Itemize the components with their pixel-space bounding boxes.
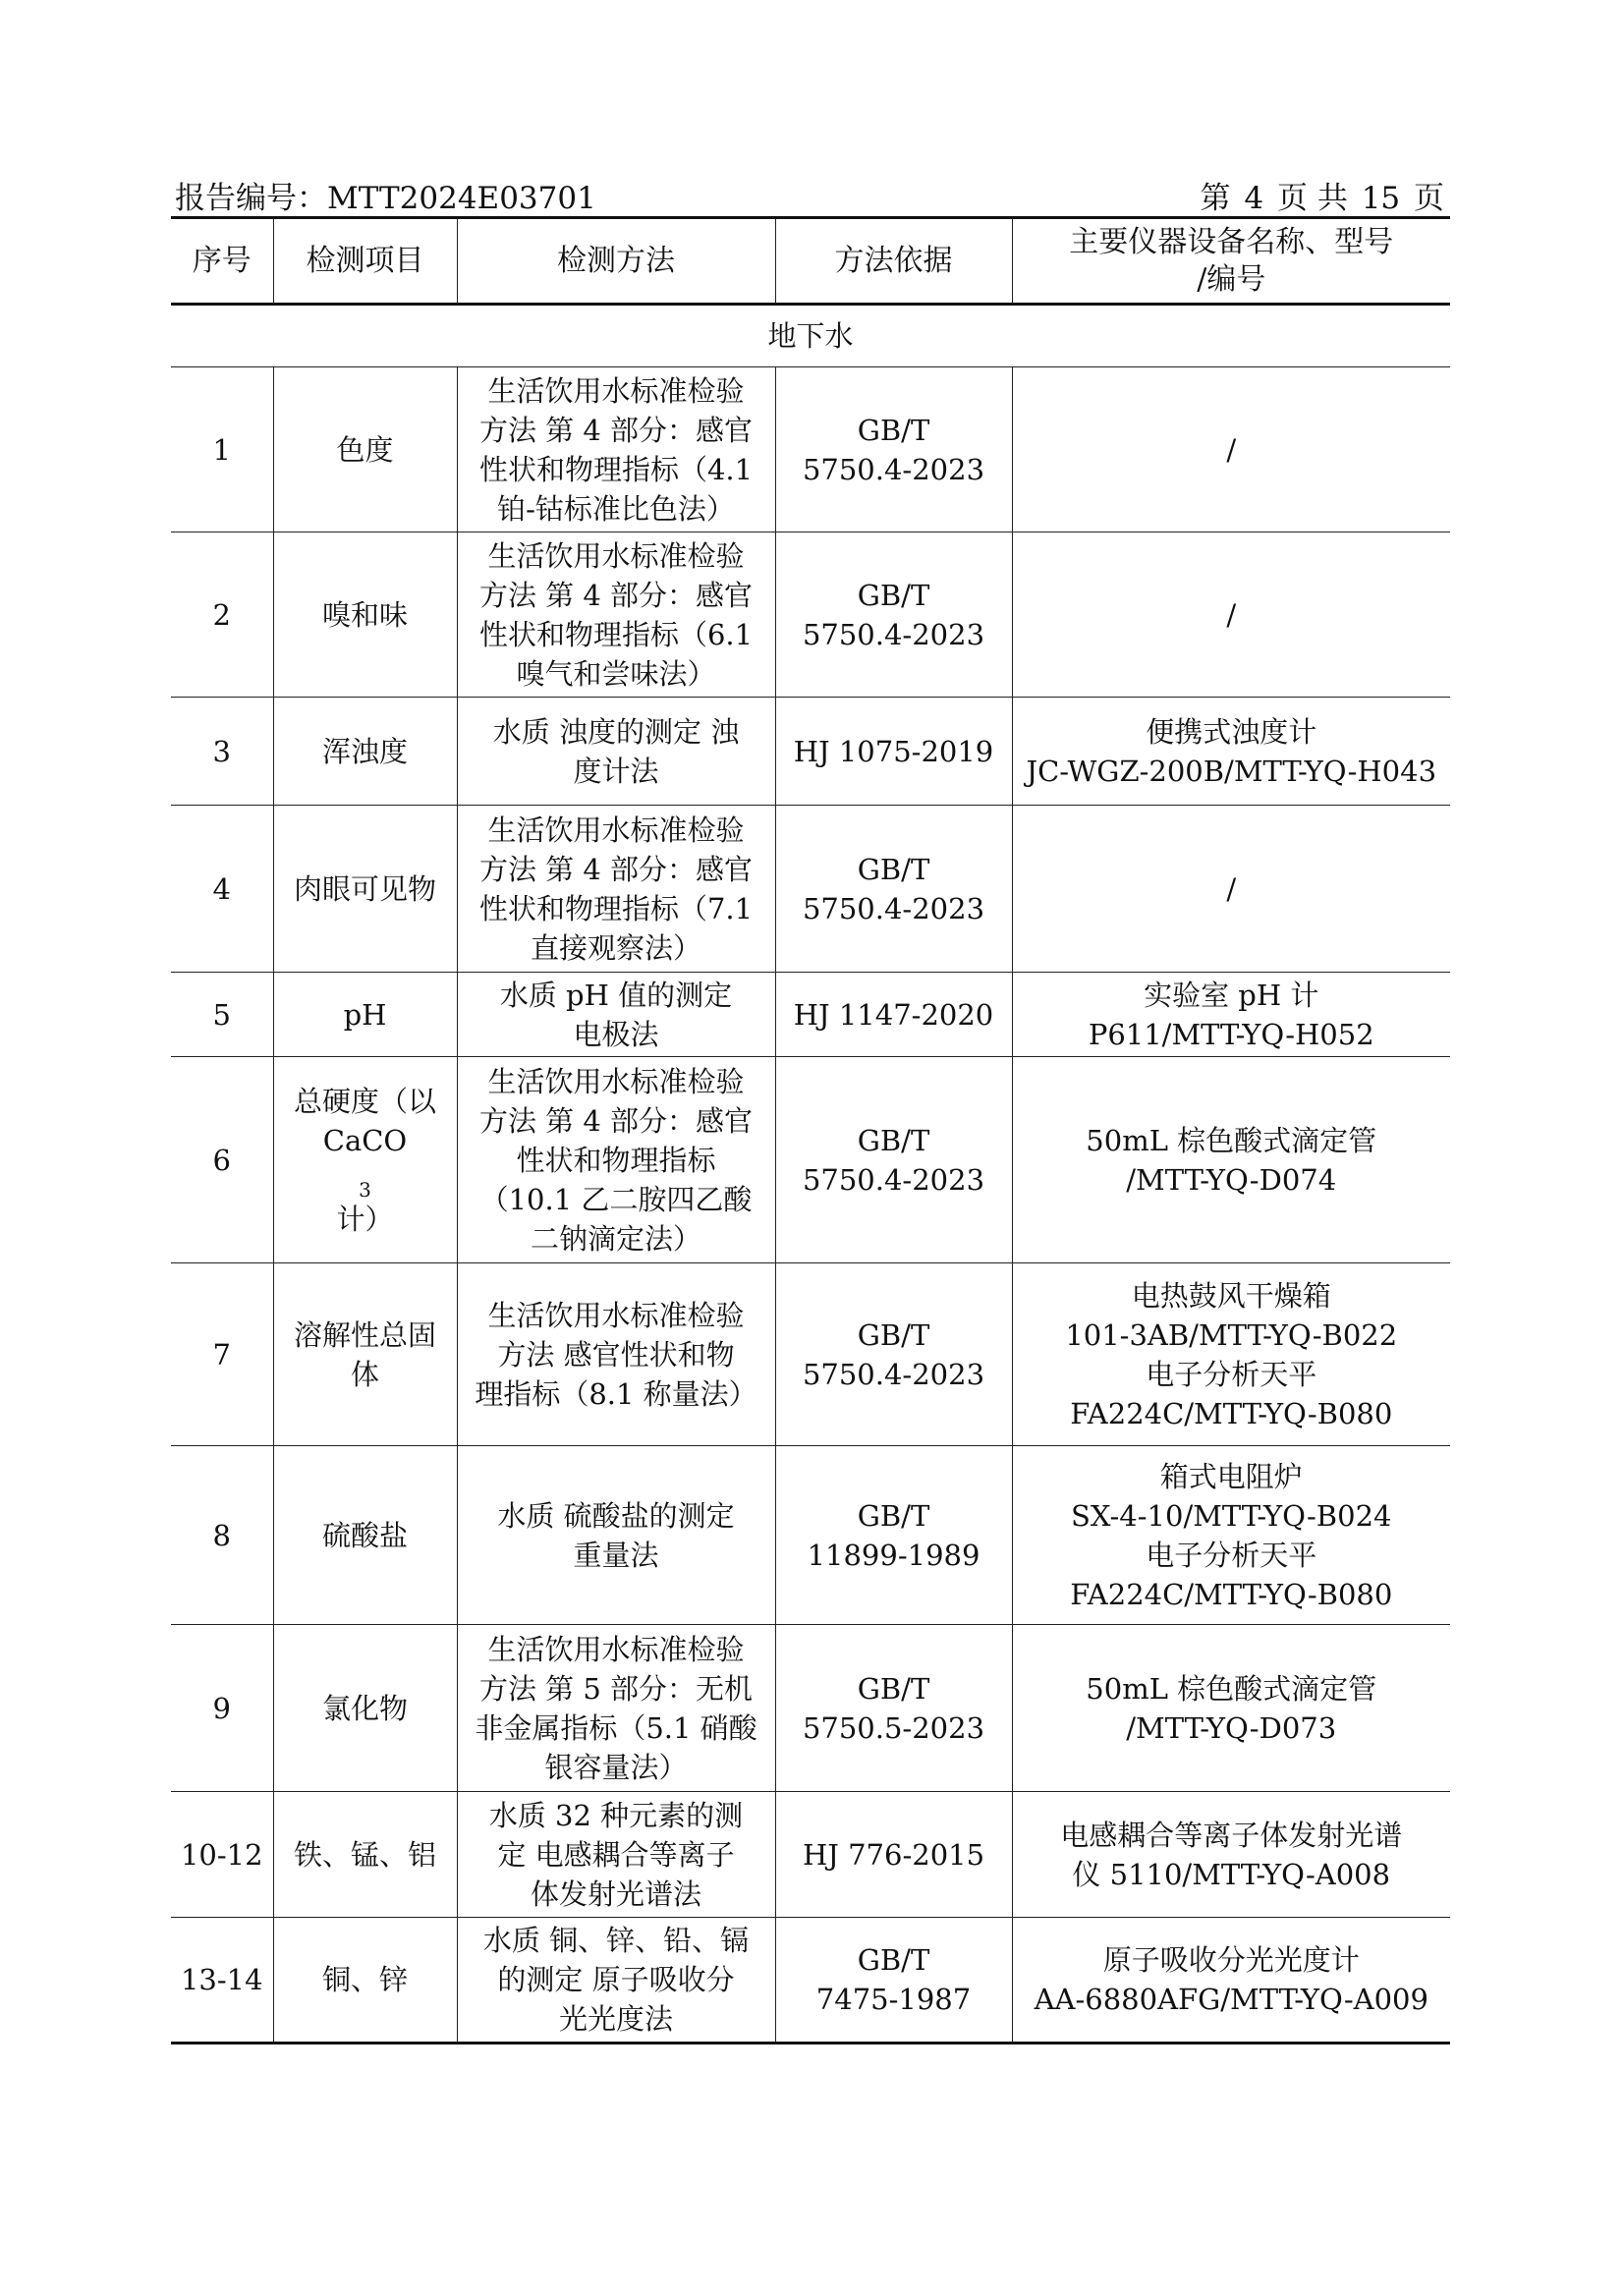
row-basis: GB/T 5750.4-2023 [775,1263,1012,1446]
row-instrument: / [1012,367,1450,532]
row-item: 硫酸盐 [273,1446,457,1625]
row-item: 肉眼可见物 [273,806,457,973]
col-header-basis: 方法依据 [775,218,1012,305]
col-header-instrument: 主要仪器设备名称、型号 /编号 [1012,218,1450,305]
col-header-item: 检测项目 [273,218,457,305]
row-method: 生活饮用水标准检验 方法 感官性状和物 理指标（8.1 称量法） [457,1263,775,1446]
table-row [171,698,1450,806]
row-no: 1 [171,367,273,532]
row-item: 铁、锰、铝 [273,1792,457,1918]
row-basis: GB/T 5750.4-2023 [775,367,1012,532]
row-no: 10-12 [171,1792,273,1918]
row-basis: HJ 1147-2020 [775,973,1012,1057]
row-method: 水质 32 种元素的测 定 电感耦合等离子 体发射光谱法 [457,1792,775,1918]
row-item: pH [273,973,457,1057]
row-instrument: 原子吸收分光光度计 AA-6880AFG/MTT-YQ-A009 [1012,1918,1450,2044]
row-basis: GB/T 5750.4-2023 [775,1057,1012,1263]
row-method: 水质 浊度的测定 浊 度计法 [457,698,775,806]
row-no: 13-14 [171,1918,273,2044]
row-no: 4 [171,806,273,973]
table-row [171,367,1450,532]
row-instrument: 箱式电阻炉 SX-4-10/MTT-YQ-B024 电子分析天平 FA224C/MTT-YQ-B080 [1012,1446,1450,1625]
page-current: 4 [1244,181,1264,216]
table-row [171,973,1450,1057]
report-number: 报告编号：MTT2024E03701 [175,181,596,216]
row-method: 水质 铜、锌、铅、镉 的测定 原子吸收分 光光度法 [457,1918,775,2044]
row-method: 生活饮用水标准检验 方法 第 4 部分：感官 性状和物理指标（7.1 直接观察法） [457,806,775,973]
row-no: 9 [171,1625,273,1792]
row-instrument: 实验室 pH 计 P611/MTT-YQ-H052 [1012,973,1450,1057]
section-title: 地下水 [171,305,1450,367]
row-basis: HJ 776-2015 [775,1792,1012,1918]
row-item: 浑浊度 [273,698,457,806]
row-method: 生活饮用水标准检验 方法 第 4 部分：感官 性状和物理指标 （10.1 乙二胺四乙酸 二钠滴定法） [457,1057,775,1263]
row-basis: GB/T 11899-1989 [775,1446,1012,1625]
section-row [171,305,1450,367]
row-instrument: 50mL 棕色酸式滴定管 /MTT-YQ-D073 [1012,1625,1450,1792]
row-item: 总硬度（以 CaCO $_3$ 计） [273,1057,457,1263]
table-row [171,1792,1450,1918]
row-method: 生活饮用水标准检验 方法 第 4 部分：感官 性状和物理指标（6.1 嗅气和尝味法） [457,532,775,698]
col-header-no: 序号 [171,218,273,305]
page-indicator: 第 4 页 共 15 页 [1200,181,1444,216]
row-no: 5 [171,973,273,1057]
row-instrument: / [1012,532,1450,698]
table-row [171,1918,1450,2044]
row-no: 8 [171,1446,273,1625]
table-row [171,1446,1450,1625]
row-instrument: 便携式浊度计 JC-WGZ-200B/MTT-YQ-H043 [1012,698,1450,806]
table-row [171,1625,1450,1792]
row-basis: GB/T 7475-1987 [775,1918,1012,2044]
report-header [175,173,1446,216]
test-methods-table [171,216,1450,2044]
row-basis: GB/T 5750.4-2023 [775,532,1012,698]
table-row [171,1263,1450,1446]
row-item: 氯化物 [273,1625,457,1792]
row-no: 2 [171,532,273,698]
row-basis: GB/T 5750.4-2023 [775,806,1012,973]
row-item: 色度 [273,367,457,532]
row-instrument: / [1012,806,1450,973]
table-row [171,1057,1450,1263]
row-basis: HJ 1075-2019 [775,698,1012,806]
row-method: 水质 pH 值的测定 电极法 [457,973,775,1057]
row-basis: GB/T 5750.5-2023 [775,1625,1012,1792]
table-row [171,532,1450,698]
row-instrument: 50mL 棕色酸式滴定管 /MTT-YQ-D074 [1012,1057,1450,1263]
row-instrument: 电热鼓风干燥箱 101-3AB/MTT-YQ-B022 电子分析天平 FA224C/MTT-YQ-B080 [1012,1263,1450,1446]
page-total: 15 [1361,181,1401,216]
row-method: 生活饮用水标准检验 方法 第 4 部分：感官 性状和物理指标（4.1 铂-钴标准比色法） [457,367,775,532]
row-no: 6 [171,1057,273,1263]
table-row [171,806,1450,973]
row-item: 嗅和味 [273,532,457,698]
col-header-method: 检测方法 [457,218,775,305]
row-method: 生活饮用水标准检验 方法 第 5 部分：无机 非金属指标（5.1 硝酸 银容量法） [457,1625,775,1792]
row-no: 3 [171,698,273,806]
row-item: 铜、锌 [273,1918,457,2044]
row-no: 7 [171,1263,273,1446]
row-item: 溶解性总固体 [273,1263,457,1446]
table-header-row [171,218,1450,305]
row-instrument: 电感耦合等离子体发射光谱 仪 5110/MTT-YQ-A008 [1012,1792,1450,1918]
row-method: 水质 硫酸盐的测定 重量法 [457,1446,775,1625]
